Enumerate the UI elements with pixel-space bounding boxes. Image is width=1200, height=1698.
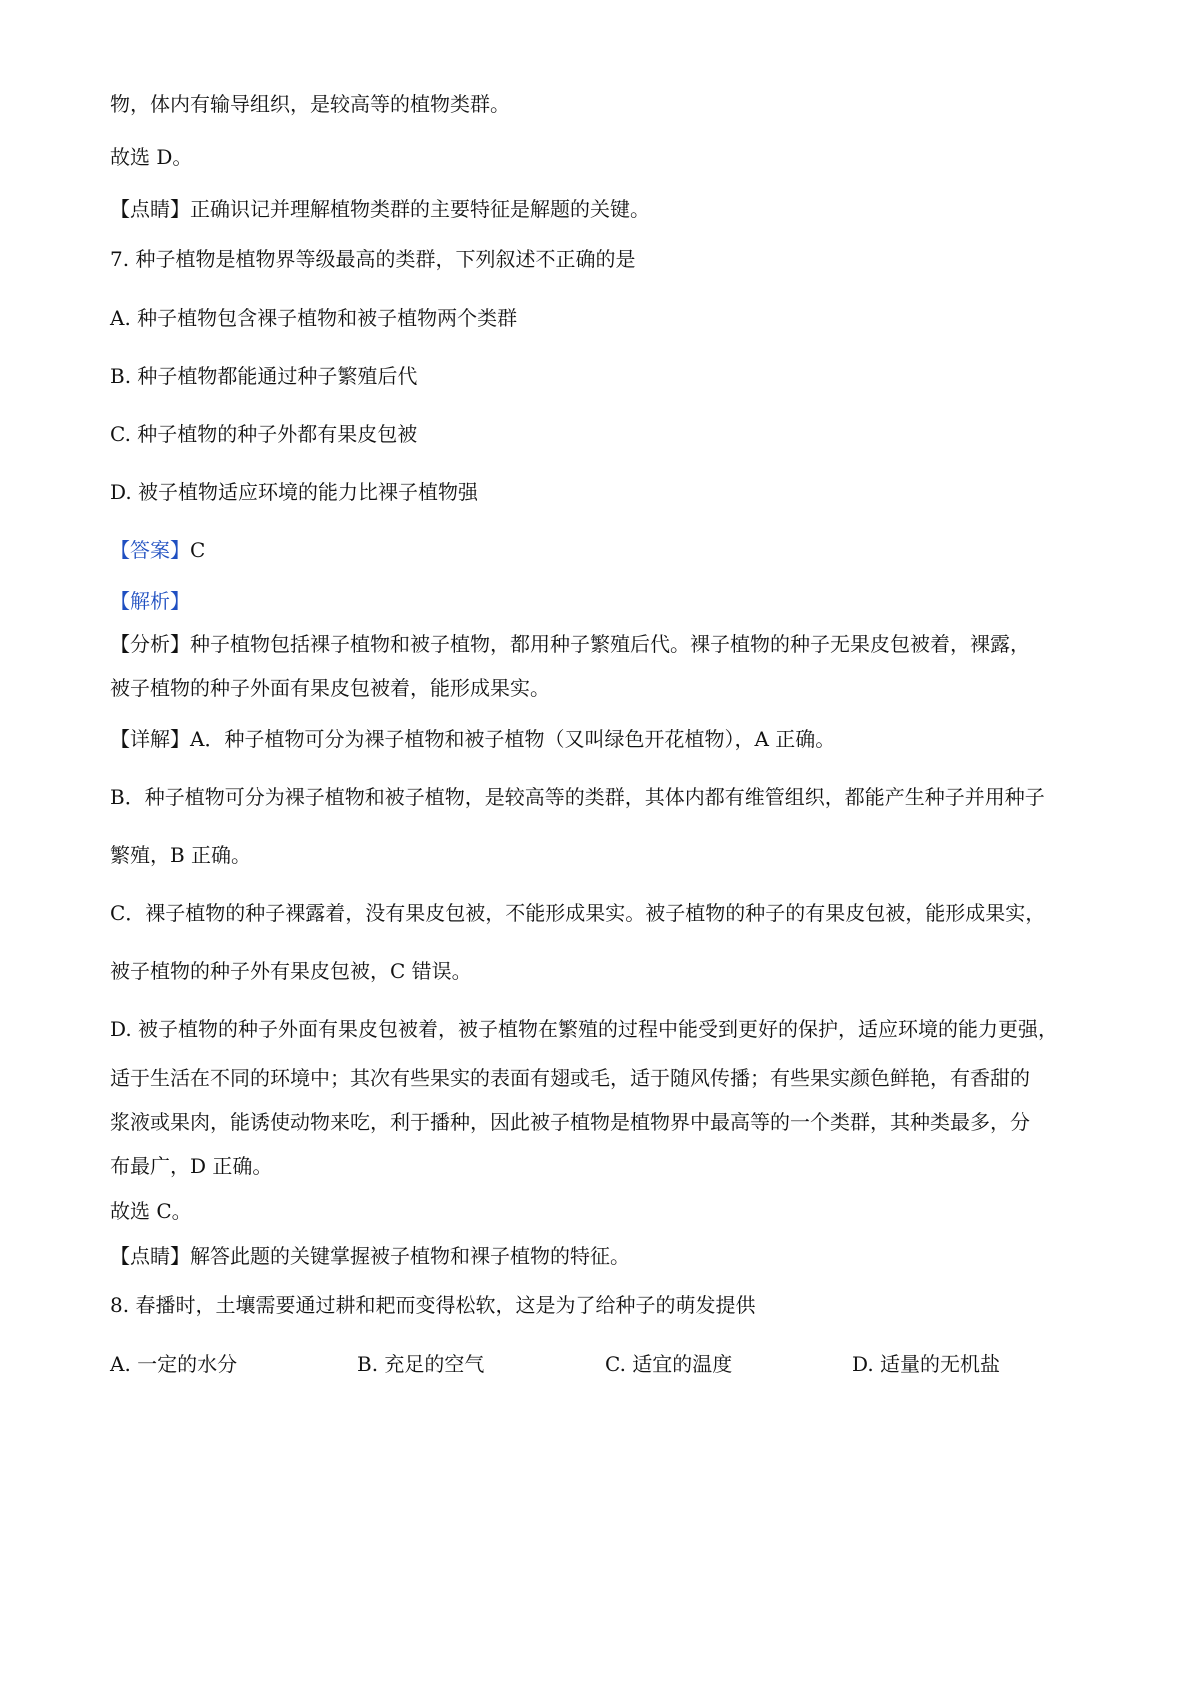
question-8-option-a: A. 一定的水分 [110, 1352, 238, 1376]
answer-value: C [190, 538, 206, 562]
question-8-option-c: C. 适宜的温度 [605, 1352, 733, 1376]
detail-option-a: 【详解】A．种子植物可分为裸子植物和被子植物（又叫绿色开花植物），A 正确。 [110, 727, 836, 751]
answer-selection: 故选 C。 [110, 1199, 192, 1223]
detail-option-d-line-2: 适于生活在不同的环境中；其次有些果实的表面有翅或毛，适于随风传播；有些果实颜色鲜艳，有香甜的 [110, 1066, 1030, 1090]
key-point: 【点睛】解答此题的关键掌握被子植物和裸子植物的特征。 [110, 1244, 630, 1268]
question-8-option-d: D. 适量的无机盐 [852, 1352, 1001, 1376]
question-7-option-b: B. 种子植物都能通过种子繁殖后代 [110, 364, 418, 388]
prev-key-point: 【点睛】正确识记并理解植物类群的主要特征是解题的关键。 [110, 197, 650, 221]
detail-option-c-line-2: 被子植物的种子外有果皮包被，C 错误。 [110, 959, 472, 983]
answer-label: 【答案】 [110, 538, 190, 562]
detail-option-d-line-4: 布最广，D 正确。 [110, 1154, 273, 1178]
detail-option-d-line-1: D. 被子植物的种子外面有果皮包被着，被子植物在繁殖的过程中能受到更好的保护，适应环境的能力更强， [110, 1017, 1059, 1041]
question-7-option-a: A. 种子植物包含裸子植物和被子植物两个类群 [110, 306, 518, 330]
question-7-stem: 7. 种子植物是植物界等级最高的类群，下列叙述不正确的是 [110, 247, 636, 271]
detail-option-c-line-1: C．裸子植物的种子裸露着，没有果皮包被，不能形成果实。被子植物的种子的有果皮包被，能形成果实， [110, 901, 1046, 925]
detail-option-d-line-3: 浆液或果肉，能诱使动物来吃，利于播种，因此被子植物是植物界中最高等的一个类群，其种类最多，分 [110, 1110, 1030, 1134]
prev-explanation-line: 物，体内有输导组织，是较高等的植物类群。 [110, 92, 510, 116]
detail-option-b-line-2: 繁殖，B 正确。 [110, 843, 252, 867]
question-7-option-d: D. 被子植物适应环境的能力比裸子植物强 [110, 480, 479, 504]
analysis-label: 【解析】 [110, 589, 190, 613]
question-8-option-b: B. 充足的空气 [357, 1352, 485, 1376]
prev-answer-selection: 故选 D。 [110, 145, 193, 169]
detail-option-b-line-1: B．种子植物可分为裸子植物和被子植物，是较高等的类群，其体内都有维管组织，都能产生种子并用种子 [110, 785, 1045, 809]
analysis-line-2: 被子植物的种子外面有果皮包被着，能形成果实。 [110, 676, 550, 700]
analysis-line-1: 【分析】种子植物包括裸子植物和被子植物，都用种子繁殖后代。裸子植物的种子无果皮包被着，裸露， [110, 632, 1030, 656]
question-7-option-c: C. 种子植物的种子外都有果皮包被 [110, 422, 418, 446]
question-8-stem: 8. 春播时，土壤需要通过耕和耙而变得松软，这是为了给种子的萌发提供 [110, 1293, 756, 1317]
answer-line [110, 536, 205, 564]
